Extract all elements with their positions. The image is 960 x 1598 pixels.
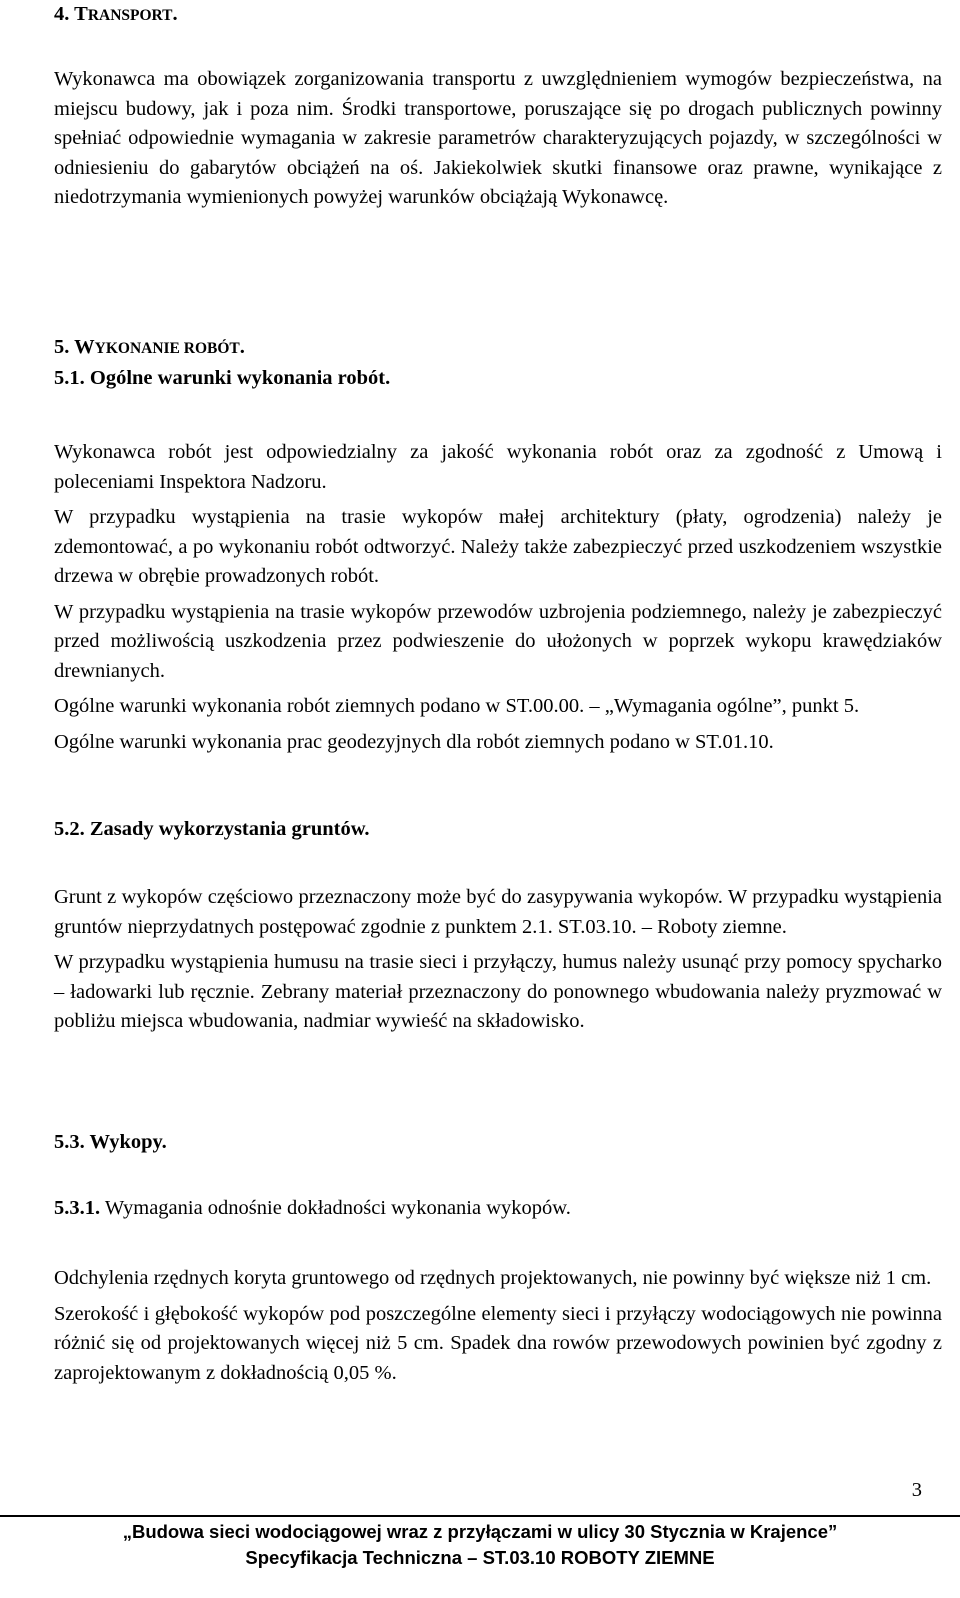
heading-dot: .: [172, 3, 178, 25]
page-number: 3: [911, 1479, 922, 1501]
section-5-heading-block: [54, 333, 942, 393]
paragraph-geodetic: Ogólne warunki wykonania prac geodezyjnych dla robót ziemnych podano w ST.01.10.: [54, 730, 774, 753]
paragraph-general-conditions: Ogólne warunki wykonania robót ziemnych podano w ST.00.00. – „Wymagania ogólne”, punkt 5.: [54, 695, 860, 717]
paragraph-responsibility: Wykonawca robót jest odpowiedzialny za jakość wykonania robót oraz za zgodność z Umową i poleceniami Inspektora Nadzoru.: [54, 441, 942, 493]
heading-text: YKONANIE ROBÓT: [94, 340, 240, 357]
section-4-body: [54, 65, 942, 213]
subsection-5-2-heading-block: [54, 815, 942, 845]
paragraph-deviation: Odchylenia rzędnych koryta gruntowego od rzędnych projektowanych, nie powinny być większe niż 1 cm.: [54, 1267, 932, 1289]
section-5-3-1-body: [54, 1264, 942, 1388]
subsection-5-3-heading-block: [54, 1128, 942, 1158]
subsection-5-3-1-heading: [54, 1194, 942, 1224]
heading-number: 4. T: [54, 3, 88, 25]
subsection-5-2-heading: 5.2. Zasady wykorzystania gruntów.: [54, 818, 370, 840]
transport-paragraph: Wykonawca ma obowiązek zorganizowania transportu z uwzględnieniem wymogów bezpieczeństwa, na miejscu budowy, jak i poza nim. Środki transportowe, poruszające się po drogach publicznych powinny spełniać odpowiednie wymagania w zakresie parametrów charakteryzujących pojazdy, w szczególności w odniesieniu do gabarytów obciążeń na oś. Jakiekolwiek skutki finansowe oraz prawne, wynikające z niedotrzymania wymienionych powyżej warunków obciążają Wykonawcę.: [54, 68, 942, 208]
subsection-5-1-heading: 5.1. Ogólne warunki wykonania robót.: [54, 366, 391, 389]
heading-number: 5. W: [54, 336, 95, 358]
subsection-5-3-1-heading-block: [54, 1194, 942, 1224]
subsection-number: 5.3.1.: [54, 1197, 101, 1219]
section-5-heading: [54, 333, 942, 364]
heading-dot: .: [239, 336, 245, 358]
heading-text: RANSPORT: [87, 7, 173, 24]
footer-title: „Budowa sieci wodociągowej wraz z przyłączami w ulicy 30 Stycznia w Krajence”: [122, 1521, 838, 1542]
paragraph-width-depth: Szerokość i głębokość wykopów pod poszczególne elementy sieci i przyłączy wodociągowych nie powinna różnić się od projektowanych więcej niż 5 cm. Spadek dna rowów przewodowych powinien być zgodny z zaprojektowanym z dokładnością 0,05 %.: [54, 1302, 942, 1384]
section-4-heading: [54, 0, 942, 31]
paragraph-soil-use: Grunt z wykopów częściowo przeznaczony może być do zasypywania wykopów. W przypadku wystąpienia gruntów nieprzydatnych postępować zgodnie z punktem 2.1. ST.03.10. – Roboty ziemne.: [54, 886, 942, 938]
paragraph-utilities: W przypadku wystąpienia na trasie wykopów przewodów uzbrojenia podziemnego, należy je zabezpieczyć przed możliwością uszkodzenia przez podwieszenie do ułożonych w poprzek wykopu krawędziaków drewnianych.: [54, 600, 942, 682]
subsection-5-3-heading: 5.3. Wykopy.: [54, 1131, 167, 1153]
paragraph-humus: W przypadku wystąpienia humusu na trasie sieci i przyłączy, humus należy usunąć przy pomocy spycharko – ładowarki lub ręcznie. Zebrany materiał przeznaczony do ponownego wbudowania należy pryzmować w pobliżu miejsca wbudowania, nadmiar wywieść na składowisko.: [54, 951, 942, 1032]
footer-divider: [0, 1515, 960, 1517]
section-5-1-body: [54, 438, 942, 757]
footer-spec: Specyfikacja Techniczna – ST.03.10 ROBOTY ZIEMNE: [245, 1547, 715, 1568]
subsection-title: Wymagania odnośnie dokładności wykonania wykopów.: [100, 1197, 571, 1219]
section-5-2-body: [54, 883, 942, 1037]
section-4: [54, 0, 942, 31]
paragraph-small-architecture: W przypadku wystąpienia na trasie wykopów małej architektury (płaty, ogrodzenia) należy je zdemontować, a po wykonaniu robót odtworzyć. Należy także zabezpieczyć przed uszkodzeniem wszystkie drzewa w obrębie prowadzonych robót.: [54, 506, 942, 587]
